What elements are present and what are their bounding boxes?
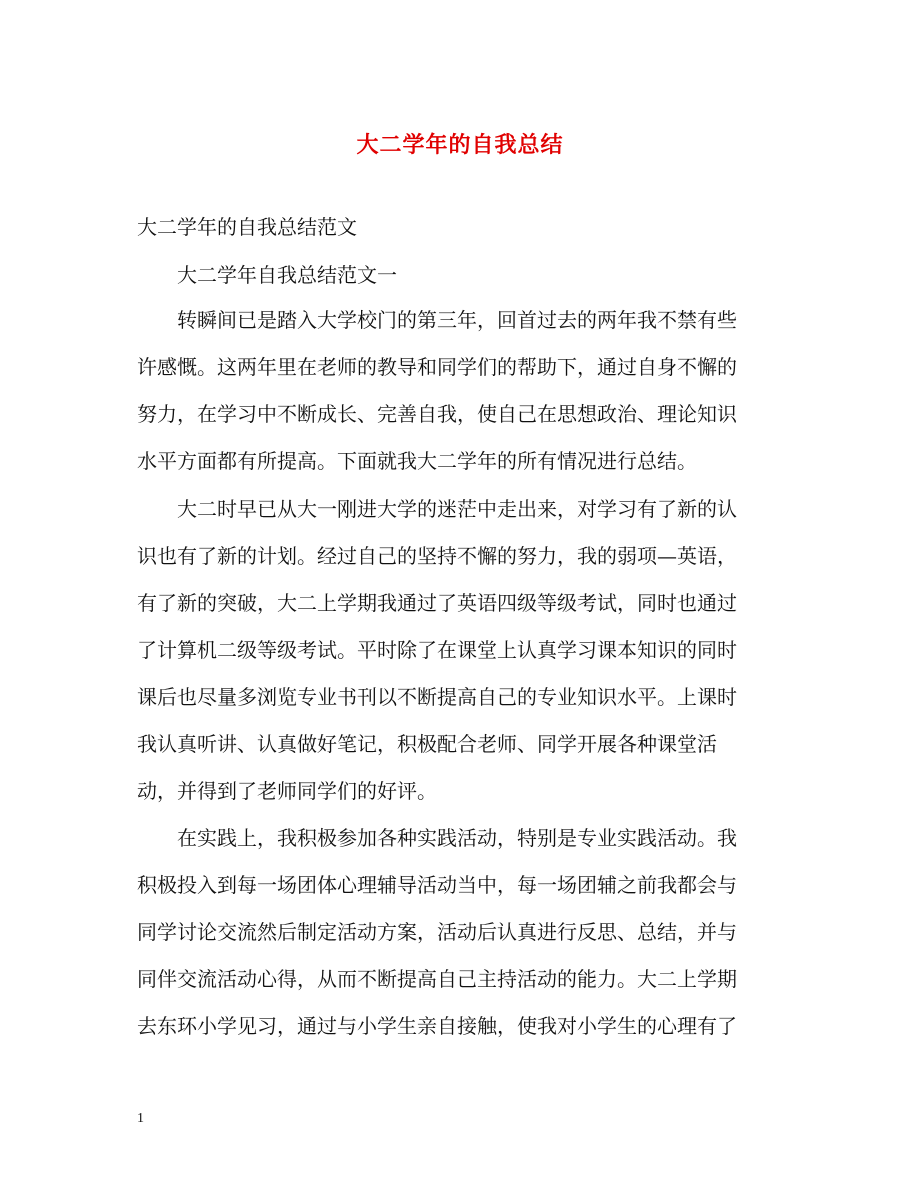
paragraph-line: 大二时早已从大一刚进大学的迷茫中走出来，对学习有了新的认 (177, 497, 737, 521)
paragraph-line: 动，并得到了老师同学们的好评。 (137, 779, 437, 803)
paragraph-line: 了计算机二级等级考试。平时除了在课堂上认真学习课本知识的同时 (137, 638, 737, 662)
paragraph-line: 水平方面都有所提高。下面就我大二学年的所有情况进行总结。 (137, 449, 697, 473)
paragraph-line: 识也有了新的计划。经过自己的坚持不懈的努力，我的弱项—英语， (137, 544, 737, 568)
page-number: 1 (137, 1111, 144, 1126)
paragraph-line: 积极投入到每一场团体心理辅导活动当中，每一场团辅之前我都会与 (137, 873, 737, 897)
paragraph-line: 我认真听讲、认真做好笔记，积极配合老师、同学开展各种课堂活 (137, 732, 717, 756)
paragraph-line: 课后也尽量多浏览专业书刊以不断提高自己的专业知识水平。上课时 (137, 685, 737, 709)
paragraph-line: 转瞬间已是踏入大学校门的第三年，回首过去的两年我不禁有些 (177, 308, 737, 332)
paragraph-line: 去东环小学见习，通过与小学生亲自接触，使我对小学生的心理有了 (137, 1014, 737, 1038)
paragraph-line: 许感慨。这两年里在老师的教导和同学们的帮助下，通过自身不懈的 (137, 355, 737, 379)
paragraph-line: 有了新的突破，大二上学期我通过了英语四级等级考试，同时也通过 (137, 591, 737, 615)
document-title: 大二学年的自我总结 (356, 132, 564, 158)
paragraph-line: 同学讨论交流然后制定活动方案，活动后认真进行反思、总结，并与 (137, 920, 737, 944)
document-subtitle: 大二学年的自我总结范文 (137, 215, 357, 239)
section-heading: 大二学年自我总结范文一 (177, 263, 397, 287)
paragraph-line: 在实践上，我积极参加各种实践活动，特别是专业实践活动。我 (177, 826, 737, 850)
paragraph-line: 同伴交流活动心得，从而不断提高自己主持活动的能力。大二上学期 (137, 967, 737, 991)
paragraph-line: 努力，在学习中不断成长、完善自我，使自己在思想政治、理论知识 (137, 402, 737, 426)
